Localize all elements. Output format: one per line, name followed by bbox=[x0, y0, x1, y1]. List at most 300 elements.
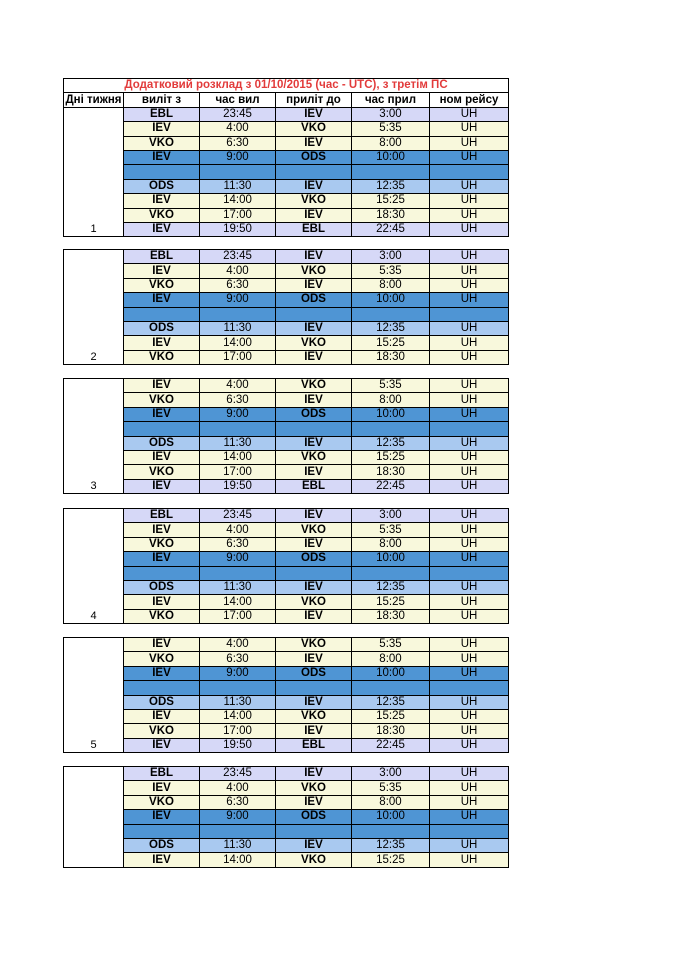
schedule-block-5 bbox=[63, 637, 509, 753]
departure-airport bbox=[124, 165, 200, 179]
departure-time: 11:30 bbox=[200, 695, 276, 709]
flight-number bbox=[430, 681, 509, 695]
table-row bbox=[64, 179, 509, 193]
departure-time bbox=[200, 165, 276, 179]
departure-airport: VKO bbox=[124, 795, 200, 809]
arrival-time: 10:00 bbox=[352, 552, 430, 566]
departure-time: 4:00 bbox=[200, 638, 276, 652]
arrival-time: 12:35 bbox=[352, 580, 430, 594]
table-row bbox=[64, 307, 509, 321]
departure-airport: IEV bbox=[124, 523, 200, 537]
arrival-time: 8:00 bbox=[352, 652, 430, 666]
flight-number: UH bbox=[430, 393, 509, 407]
departure-time: 9:00 bbox=[200, 407, 276, 421]
table-row bbox=[64, 666, 509, 680]
departure-time: 11:30 bbox=[200, 436, 276, 450]
flight-number: UH bbox=[430, 208, 509, 222]
departure-airport bbox=[124, 824, 200, 838]
flight-number: UH bbox=[430, 638, 509, 652]
flight-number bbox=[430, 165, 509, 179]
arrival-airport: IEV bbox=[276, 136, 352, 150]
departure-time: 19:50 bbox=[200, 479, 276, 493]
arrival-airport: VKO bbox=[276, 264, 352, 278]
arrival-airport: IEV bbox=[276, 350, 352, 364]
arrival-time: 8:00 bbox=[352, 795, 430, 809]
departure-time: 6:30 bbox=[200, 795, 276, 809]
table-row bbox=[64, 824, 509, 838]
departure-time: 17:00 bbox=[200, 609, 276, 623]
flight-number: UH bbox=[430, 838, 509, 852]
arrival-time: 22:45 bbox=[352, 222, 430, 236]
departure-airport: VKO bbox=[124, 278, 200, 292]
table-row bbox=[64, 709, 509, 723]
departure-time: 11:30 bbox=[200, 838, 276, 852]
arrival-airport: ODS bbox=[276, 666, 352, 680]
table-row bbox=[64, 336, 509, 350]
column-header: ном рейсу bbox=[430, 93, 509, 107]
arrival-airport: IEV bbox=[276, 278, 352, 292]
arrival-time: 5:35 bbox=[352, 781, 430, 795]
table-row bbox=[64, 107, 509, 121]
arrival-airport: VKO bbox=[276, 379, 352, 393]
arrival-time: 15:25 bbox=[352, 595, 430, 609]
departure-time: 9:00 bbox=[200, 810, 276, 824]
departure-airport bbox=[124, 566, 200, 580]
arrival-time: 18:30 bbox=[352, 465, 430, 479]
arrival-time: 15:25 bbox=[352, 709, 430, 723]
arrival-airport: IEV bbox=[276, 724, 352, 738]
flight-number: UH bbox=[430, 407, 509, 421]
arrival-airport: VKO bbox=[276, 853, 352, 867]
arrival-time: 8:00 bbox=[352, 278, 430, 292]
arrival-airport: VKO bbox=[276, 450, 352, 464]
departure-time: 11:30 bbox=[200, 580, 276, 594]
departure-time bbox=[200, 422, 276, 436]
departure-airport: ODS bbox=[124, 436, 200, 450]
departure-time: 17:00 bbox=[200, 208, 276, 222]
departure-time: 19:50 bbox=[200, 738, 276, 752]
flight-number: UH bbox=[430, 537, 509, 551]
arrival-time: 22:45 bbox=[352, 738, 430, 752]
arrival-airport: IEV bbox=[276, 107, 352, 121]
arrival-airport: ODS bbox=[276, 407, 352, 421]
departure-time: 17:00 bbox=[200, 465, 276, 479]
departure-airport: ODS bbox=[124, 179, 200, 193]
departure-airport: VKO bbox=[124, 724, 200, 738]
departure-time: 14:00 bbox=[200, 853, 276, 867]
arrival-time: 10:00 bbox=[352, 293, 430, 307]
flight-number bbox=[430, 307, 509, 321]
departure-time: 14:00 bbox=[200, 595, 276, 609]
departure-time: 23:45 bbox=[200, 509, 276, 523]
table-row bbox=[64, 537, 509, 551]
table-row bbox=[64, 379, 509, 393]
departure-airport: ODS bbox=[124, 321, 200, 335]
arrival-airport: IEV bbox=[276, 795, 352, 809]
arrival-time: 3:00 bbox=[352, 767, 430, 781]
table-row bbox=[64, 122, 509, 136]
table-row bbox=[64, 681, 509, 695]
table-row bbox=[64, 436, 509, 450]
table-row bbox=[64, 523, 509, 537]
arrival-airport: IEV bbox=[276, 393, 352, 407]
arrival-airport: VKO bbox=[276, 595, 352, 609]
table-row bbox=[64, 552, 509, 566]
departure-time: 6:30 bbox=[200, 537, 276, 551]
arrival-airport: IEV bbox=[276, 695, 352, 709]
departure-airport: IEV bbox=[124, 709, 200, 723]
arrival-airport: VKO bbox=[276, 194, 352, 208]
flight-number: UH bbox=[430, 709, 509, 723]
arrival-time: 5:35 bbox=[352, 523, 430, 537]
flight-number: UH bbox=[430, 666, 509, 680]
flight-number: UH bbox=[430, 250, 509, 264]
arrival-airport: IEV bbox=[276, 767, 352, 781]
arrival-airport: VKO bbox=[276, 781, 352, 795]
arrival-time: 18:30 bbox=[352, 350, 430, 364]
table-row bbox=[64, 350, 509, 364]
flight-number: UH bbox=[430, 436, 509, 450]
day-of-week-cell: 3 bbox=[64, 379, 124, 494]
arrival-time: 12:35 bbox=[352, 436, 430, 450]
arrival-time: 12:35 bbox=[352, 695, 430, 709]
table-row bbox=[64, 566, 509, 580]
flight-number: UH bbox=[430, 107, 509, 121]
departure-airport: VKO bbox=[124, 652, 200, 666]
table-row bbox=[64, 393, 509, 407]
arrival-time: 12:35 bbox=[352, 321, 430, 335]
table-row bbox=[64, 795, 509, 809]
table-row bbox=[64, 638, 509, 652]
departure-time: 4:00 bbox=[200, 264, 276, 278]
flight-number: UH bbox=[430, 552, 509, 566]
departure-airport: IEV bbox=[124, 552, 200, 566]
arrival-airport bbox=[276, 307, 352, 321]
departure-time bbox=[200, 307, 276, 321]
arrival-airport: EBL bbox=[276, 479, 352, 493]
arrival-airport: IEV bbox=[276, 179, 352, 193]
table-row bbox=[64, 652, 509, 666]
table-row bbox=[64, 165, 509, 179]
arrival-airport bbox=[276, 681, 352, 695]
arrival-airport bbox=[276, 566, 352, 580]
arrival-time: 15:25 bbox=[352, 450, 430, 464]
arrival-airport: VKO bbox=[276, 523, 352, 537]
flight-number: UH bbox=[430, 293, 509, 307]
arrival-airport: ODS bbox=[276, 150, 352, 164]
departure-airport: IEV bbox=[124, 595, 200, 609]
title-row bbox=[64, 79, 509, 93]
schedule-title: Додатковий розклад з 01/10/2015 (час - UTC), з третім ПС bbox=[64, 79, 509, 93]
flight-number: UH bbox=[430, 222, 509, 236]
column-header: виліт з bbox=[124, 93, 200, 107]
flight-number: UH bbox=[430, 795, 509, 809]
table-row bbox=[64, 853, 509, 867]
departure-airport: VKO bbox=[124, 465, 200, 479]
flight-number: UH bbox=[430, 509, 509, 523]
arrival-airport bbox=[276, 824, 352, 838]
arrival-airport: IEV bbox=[276, 838, 352, 852]
departure-time: 4:00 bbox=[200, 523, 276, 537]
schedule-block-6 bbox=[63, 766, 509, 868]
flight-number: UH bbox=[430, 150, 509, 164]
flight-number: UH bbox=[430, 595, 509, 609]
table-row bbox=[64, 595, 509, 609]
departure-time: 19:50 bbox=[200, 222, 276, 236]
arrival-time: 10:00 bbox=[352, 810, 430, 824]
departure-airport: EBL bbox=[124, 767, 200, 781]
arrival-airport: ODS bbox=[276, 293, 352, 307]
flight-number: UH bbox=[430, 264, 509, 278]
departure-time: 4:00 bbox=[200, 122, 276, 136]
departure-time: 14:00 bbox=[200, 709, 276, 723]
flight-number: UH bbox=[430, 465, 509, 479]
table-row bbox=[64, 222, 509, 236]
departure-time: 17:00 bbox=[200, 724, 276, 738]
arrival-time: 10:00 bbox=[352, 666, 430, 680]
flight-number: UH bbox=[430, 350, 509, 364]
departure-time: 6:30 bbox=[200, 278, 276, 292]
departure-time: 23:45 bbox=[200, 107, 276, 121]
departure-airport: VKO bbox=[124, 208, 200, 222]
departure-airport bbox=[124, 422, 200, 436]
table-row bbox=[64, 695, 509, 709]
departure-time: 14:00 bbox=[200, 336, 276, 350]
arrival-time: 22:45 bbox=[352, 479, 430, 493]
table-row bbox=[64, 250, 509, 264]
flight-number: UH bbox=[430, 379, 509, 393]
table-row bbox=[64, 150, 509, 164]
arrival-time: 3:00 bbox=[352, 509, 430, 523]
flight-number: UH bbox=[430, 523, 509, 537]
arrival-time bbox=[352, 681, 430, 695]
departure-airport: IEV bbox=[124, 407, 200, 421]
departure-time: 17:00 bbox=[200, 350, 276, 364]
arrival-time bbox=[352, 824, 430, 838]
arrival-airport: IEV bbox=[276, 609, 352, 623]
arrival-time: 18:30 bbox=[352, 609, 430, 623]
arrival-airport: IEV bbox=[276, 208, 352, 222]
departure-time: 6:30 bbox=[200, 652, 276, 666]
day-of-week-cell: 4 bbox=[64, 509, 124, 624]
departure-airport: IEV bbox=[124, 666, 200, 680]
day-of-week-cell: 5 bbox=[64, 638, 124, 753]
departure-airport: VKO bbox=[124, 537, 200, 551]
departure-time: 23:45 bbox=[200, 767, 276, 781]
departure-airport: IEV bbox=[124, 194, 200, 208]
departure-airport: IEV bbox=[124, 336, 200, 350]
flight-number bbox=[430, 566, 509, 580]
table-row bbox=[64, 509, 509, 523]
table-row bbox=[64, 609, 509, 623]
arrival-airport: IEV bbox=[276, 580, 352, 594]
table-row bbox=[64, 580, 509, 594]
arrival-time: 15:25 bbox=[352, 853, 430, 867]
flight-number bbox=[430, 824, 509, 838]
column-header: приліт до bbox=[276, 93, 352, 107]
departure-airport: IEV bbox=[124, 781, 200, 795]
flight-number: UH bbox=[430, 136, 509, 150]
table-row bbox=[64, 278, 509, 292]
arrival-airport: VKO bbox=[276, 336, 352, 350]
flight-number bbox=[430, 422, 509, 436]
flight-number: UH bbox=[430, 695, 509, 709]
table-row bbox=[64, 781, 509, 795]
arrival-airport: EBL bbox=[276, 222, 352, 236]
arrival-time: 8:00 bbox=[352, 393, 430, 407]
schedule-block-1 bbox=[63, 78, 509, 237]
header-row bbox=[64, 93, 509, 107]
arrival-time: 18:30 bbox=[352, 208, 430, 222]
table-row bbox=[64, 194, 509, 208]
column-header: час вил bbox=[200, 93, 276, 107]
departure-airport: VKO bbox=[124, 609, 200, 623]
arrival-airport: IEV bbox=[276, 436, 352, 450]
arrival-airport: IEV bbox=[276, 321, 352, 335]
departure-time: 9:00 bbox=[200, 552, 276, 566]
arrival-airport bbox=[276, 422, 352, 436]
departure-time: 6:30 bbox=[200, 136, 276, 150]
arrival-time: 15:25 bbox=[352, 336, 430, 350]
departure-time: 4:00 bbox=[200, 379, 276, 393]
table-row bbox=[64, 136, 509, 150]
departure-time: 23:45 bbox=[200, 250, 276, 264]
arrival-time: 8:00 bbox=[352, 537, 430, 551]
arrival-airport: IEV bbox=[276, 537, 352, 551]
arrival-airport: VKO bbox=[276, 122, 352, 136]
departure-time: 14:00 bbox=[200, 194, 276, 208]
column-header: Дні тижня bbox=[65, 93, 122, 106]
flight-number: UH bbox=[430, 179, 509, 193]
arrival-airport: ODS bbox=[276, 810, 352, 824]
table-row bbox=[64, 422, 509, 436]
arrival-airport: IEV bbox=[276, 652, 352, 666]
arrival-time bbox=[352, 566, 430, 580]
departure-airport: IEV bbox=[124, 379, 200, 393]
departure-airport bbox=[124, 681, 200, 695]
departure-airport: ODS bbox=[124, 580, 200, 594]
departure-airport: EBL bbox=[124, 107, 200, 121]
departure-time: 11:30 bbox=[200, 321, 276, 335]
table-row bbox=[64, 264, 509, 278]
arrival-time: 5:35 bbox=[352, 638, 430, 652]
day-of-week-cell: 2 bbox=[64, 250, 124, 365]
table-row bbox=[64, 838, 509, 852]
table-row bbox=[64, 465, 509, 479]
table-row bbox=[64, 208, 509, 222]
flight-number: UH bbox=[430, 781, 509, 795]
arrival-time: 5:35 bbox=[352, 122, 430, 136]
departure-airport: IEV bbox=[124, 150, 200, 164]
flight-number: UH bbox=[430, 853, 509, 867]
arrival-time: 15:25 bbox=[352, 194, 430, 208]
arrival-time: 12:35 bbox=[352, 838, 430, 852]
departure-airport: IEV bbox=[124, 638, 200, 652]
departure-airport: VKO bbox=[124, 393, 200, 407]
departure-airport: ODS bbox=[124, 695, 200, 709]
arrival-time: 10:00 bbox=[352, 150, 430, 164]
arrival-time: 5:35 bbox=[352, 264, 430, 278]
flight-number: UH bbox=[430, 479, 509, 493]
flight-number: UH bbox=[430, 122, 509, 136]
departure-airport: ODS bbox=[124, 838, 200, 852]
flight-number: UH bbox=[430, 652, 509, 666]
departure-airport: IEV bbox=[124, 222, 200, 236]
departure-airport: IEV bbox=[124, 738, 200, 752]
arrival-airport: IEV bbox=[276, 465, 352, 479]
departure-airport: EBL bbox=[124, 250, 200, 264]
departure-airport: IEV bbox=[124, 264, 200, 278]
table-row bbox=[64, 293, 509, 307]
arrival-time bbox=[352, 165, 430, 179]
departure-airport: IEV bbox=[124, 122, 200, 136]
arrival-time: 3:00 bbox=[352, 107, 430, 121]
departure-time bbox=[200, 824, 276, 838]
column-header: час прил bbox=[352, 93, 430, 107]
arrival-time: 12:35 bbox=[352, 179, 430, 193]
flight-number: UH bbox=[430, 336, 509, 350]
table-row bbox=[64, 724, 509, 738]
flight-number: UH bbox=[430, 767, 509, 781]
arrival-time: 3:00 bbox=[352, 250, 430, 264]
table-row bbox=[64, 407, 509, 421]
departure-airport bbox=[124, 307, 200, 321]
departure-time bbox=[200, 681, 276, 695]
arrival-time: 10:00 bbox=[352, 407, 430, 421]
arrival-time: 8:00 bbox=[352, 136, 430, 150]
departure-airport: IEV bbox=[124, 293, 200, 307]
departure-airport: EBL bbox=[124, 509, 200, 523]
departure-airport: IEV bbox=[124, 479, 200, 493]
departure-time: 9:00 bbox=[200, 666, 276, 680]
departure-time bbox=[200, 566, 276, 580]
day-of-week-cell: 1 bbox=[64, 107, 124, 237]
departure-airport: VKO bbox=[124, 136, 200, 150]
arrival-airport: IEV bbox=[276, 250, 352, 264]
flight-number: UH bbox=[430, 321, 509, 335]
flight-number: UH bbox=[430, 609, 509, 623]
arrival-time: 18:30 bbox=[352, 724, 430, 738]
departure-airport: IEV bbox=[124, 853, 200, 867]
arrival-airport bbox=[276, 165, 352, 179]
schedule-block-3 bbox=[63, 378, 509, 494]
departure-time: 11:30 bbox=[200, 179, 276, 193]
schedule-block-4 bbox=[63, 508, 509, 624]
table-row bbox=[64, 738, 509, 752]
departure-time: 9:00 bbox=[200, 293, 276, 307]
arrival-airport: VKO bbox=[276, 638, 352, 652]
departure-airport: IEV bbox=[124, 450, 200, 464]
arrival-airport: VKO bbox=[276, 709, 352, 723]
departure-time: 14:00 bbox=[200, 450, 276, 464]
flight-number: UH bbox=[430, 278, 509, 292]
flight-number: UH bbox=[430, 810, 509, 824]
arrival-time: 5:35 bbox=[352, 379, 430, 393]
flight-number: UH bbox=[430, 194, 509, 208]
departure-time: 6:30 bbox=[200, 393, 276, 407]
table-row bbox=[64, 810, 509, 824]
departure-time: 9:00 bbox=[200, 150, 276, 164]
departure-time: 4:00 bbox=[200, 781, 276, 795]
table-row bbox=[64, 479, 509, 493]
schedule-block-2 bbox=[63, 249, 509, 365]
flight-number: UH bbox=[430, 724, 509, 738]
arrival-time bbox=[352, 422, 430, 436]
arrival-time bbox=[352, 307, 430, 321]
arrival-airport: EBL bbox=[276, 738, 352, 752]
table-row bbox=[64, 450, 509, 464]
table-row bbox=[64, 767, 509, 781]
